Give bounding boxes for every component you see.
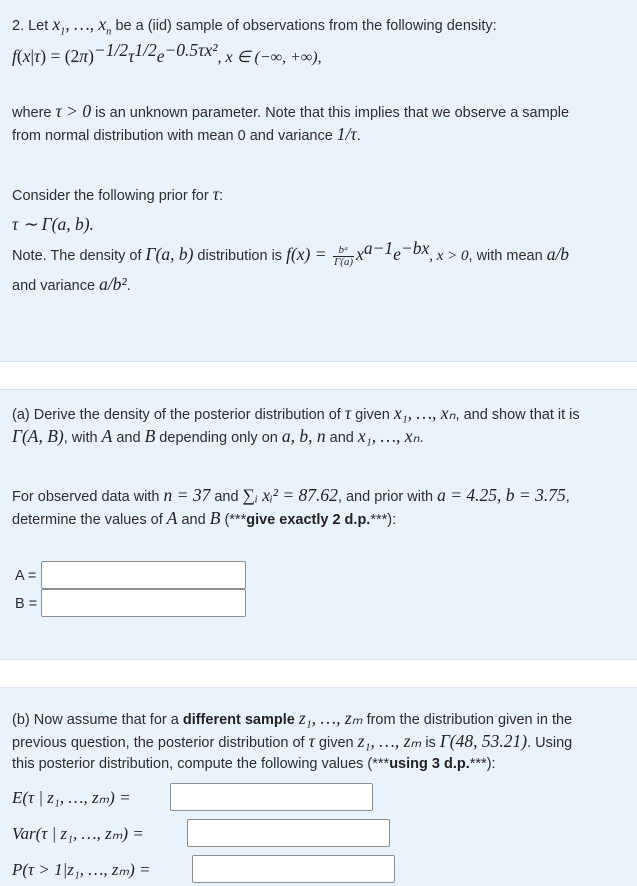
intro-line-2: where τ > 0 is an unknown parameter. Note that this implies that we observe a sample <box>12 101 570 121</box>
prior-formula: τ ∼ Γ(a, b). <box>12 214 94 234</box>
label-A: A = <box>15 568 37 584</box>
determine-line: determine the values of A and B (***give exactly 2 d.p.***): <box>12 508 397 528</box>
prior-intro: Consider the following prior for τ: <box>12 184 223 204</box>
gamma-fraction: $\frac{\text{bᵃ}}{\Gamma(a)}$ <box>333 243 354 268</box>
density-formula: $f(x|\tau) = (2\pi)^{-1/2}\tau^{1/2}e^{-0.5\tau x^2}$, x ∈ (−∞, +∞), <box>12 40 322 66</box>
part-b-panel <box>0 687 637 886</box>
answer-A-input[interactable] <box>41 561 246 589</box>
gamma-density-note: Note. The density of Γ(a, b) distribution is f(x) = $\frac{\text{bᵃ}}{\Gamma(a)}$ $x^{a-1}e^{-bx}$, x > 0, with mean a/b <box>12 238 570 268</box>
part-b-question-line-1: (b) Now assume that for a different sample z₁, …, zₘ from the distribution given in the <box>12 708 573 728</box>
part-b-question-line-3: this posterior distribution, compute the following values (***using 3 d.p.***): <box>12 756 496 772</box>
label-expectation: E(τ | z₁, …, zₘ) = <box>12 788 131 807</box>
part-a-question-line-1: (a) Derive the density of the posterior distribution of τ given x₁, …, xₙ, and show that it is <box>12 403 580 423</box>
label-probability: P(τ > 1|z₁, …, zₘ) = <box>12 860 151 879</box>
label-B: B = <box>15 596 38 612</box>
gamma-variance-note: and variance a/b². <box>12 274 131 294</box>
label-variance: Var(τ | z₁, …, zₘ) = <box>12 824 144 843</box>
part-a-panel <box>0 389 637 660</box>
answer-variance-input[interactable] <box>187 819 390 847</box>
answer-B-input[interactable] <box>41 589 246 617</box>
observed-data-line: For observed data with n = 37 and ∑ᵢ xᵢ² = 87.62, and prior with a = 4.25, b = 3.75, <box>12 485 570 505</box>
answer-expectation-input[interactable] <box>170 783 373 811</box>
part-a-question-line-2: Γ(A, B), with A and B depending only on a, b, n and x₁, …, xₙ. <box>12 426 424 446</box>
answer-probability-input[interactable] <box>192 855 395 883</box>
intro-line-1 <box>12 14 497 36</box>
intro-text: be a (iid) sample of observations from the following density: <box>111 18 497 34</box>
intro-line-3: from normal distribution with mean 0 and variance 1/τ. <box>12 124 361 144</box>
intro-text: 2. Let <box>12 18 53 34</box>
intro-panel <box>0 0 637 362</box>
part-b-question-line-2: previous question, the posterior distribution of τ given z₁, …, zₘ is Γ(48, 53.21). Using <box>12 731 573 751</box>
sample-variables: $x_1$, …, $x_n$ <box>52 14 112 38</box>
